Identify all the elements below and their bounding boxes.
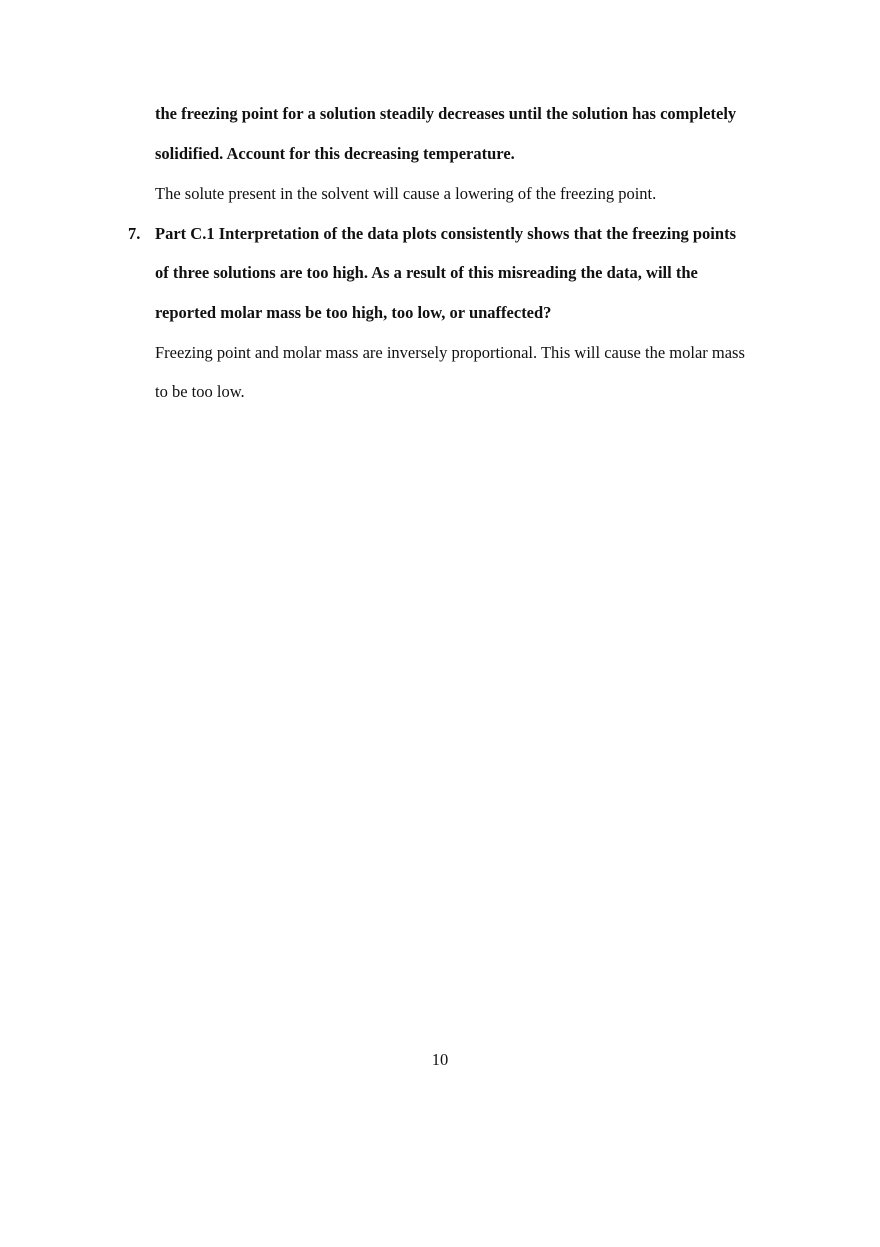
question-7-answer-line-1: Freezing point and molar mass are inversely proportional. This will cause the molar mass (155, 343, 745, 362)
question-7-text-line-2: of three solutions are too high. As a result of this misreading the data, will the (155, 263, 698, 282)
question-7-text-line-1: Part C.1 Interpretation of the data plots consistently shows that the freezing points (155, 224, 736, 243)
question-6-text-line-2: solidified. Account for this decreasing temperature. (155, 144, 515, 163)
question-7-text-line-3: reported molar mass be too high, too low, or unaffected? (155, 303, 552, 322)
question-7-answer-line-2: to be too low. (155, 382, 245, 401)
question-6-text-line-1: the freezing point for a solution steadily decreases until the solution has completely (155, 104, 737, 123)
page-number: 10 (431, 1050, 449, 1069)
question-6-answer: The solute present in the solvent will cause a lowering of the freezing point. (155, 184, 657, 203)
question-7-number: 7. (128, 224, 141, 243)
